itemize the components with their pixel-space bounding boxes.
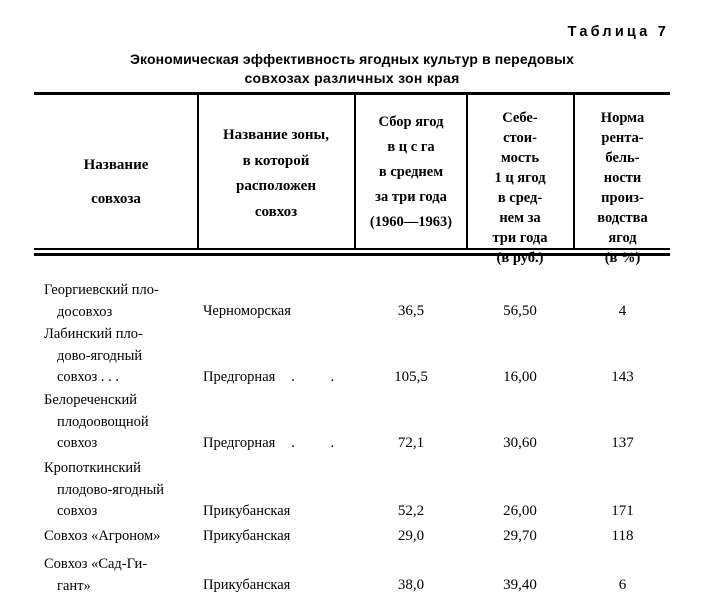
cell-yield: 52,2 (397, 503, 425, 519)
cell-farm-name-line-2: дово-ягодный (57, 347, 143, 364)
cell-farm-name-line-1: Кропоткинский (44, 460, 141, 476)
cell-zone (203, 301, 353, 323)
column-header-cost-line-2: стои- (503, 130, 537, 146)
cell-cost: 56,50 (503, 303, 537, 319)
column-header-cost-line-4: 1 ц ягод (494, 170, 546, 186)
cell-cost: 29,70 (503, 528, 537, 544)
column-header-yield-line-5: (1960—1963) (369, 214, 453, 230)
column-header-cost-line-6: нем за (499, 210, 541, 226)
column-header-profitability-line-2: рента- (601, 130, 644, 146)
table-title (34, 50, 670, 88)
cell-farm-name-line-2: гант» (57, 577, 91, 594)
cell-yield: 29,0 (397, 528, 425, 544)
cell-cost: 26,00 (503, 503, 537, 519)
column-header-name (36, 148, 196, 216)
cell-profitability: 4 (618, 303, 627, 319)
cell-farm-name (44, 458, 196, 523)
column-header-zone (199, 123, 353, 225)
column-header-name-line-2: совхоза (91, 191, 141, 207)
column-header-profitability-line-5: произ- (601, 190, 644, 206)
column-header-yield (356, 110, 466, 235)
cell-zone-text: Предгорная (203, 369, 276, 385)
table-row (0, 390, 705, 458)
column-header-profitability-line-4: ности (603, 170, 642, 186)
cell-yield: 105,5 (394, 369, 428, 385)
cell-profitability: 6 (618, 577, 627, 593)
column-header-yield-line-3: в среднем (378, 164, 444, 180)
cell-profitability: 171 (611, 503, 634, 519)
cell-farm-name-line-3: совхоз . . . (57, 369, 119, 385)
column-header-profitability-line-7: ягод (608, 230, 637, 246)
column-header-profitability-line-6: водства (597, 210, 648, 226)
cell-profitability: 137 (611, 435, 634, 451)
cell-farm-name-line-2: плодоовощной (57, 413, 149, 430)
table-title-line-1: Экономическая эффективность ягодных культур в передовых (129, 51, 574, 67)
cell-profitability: 118 (611, 528, 634, 544)
column-header-yield-line-1: Сбор ягод (378, 114, 444, 130)
table-row (0, 458, 705, 526)
table-row (0, 324, 705, 390)
column-header-cost-line-1: Себе- (502, 110, 538, 126)
table-number-label: Таблица 7 (567, 24, 669, 40)
cell-zone-text: Предгорная (203, 435, 276, 451)
cell-farm-name (44, 554, 196, 597)
column-header-zone-line-4: совхоз (254, 203, 298, 220)
cell-farm-name-line-3: совхоз (57, 503, 98, 519)
column-header-zone-line-3: расположен (236, 178, 316, 194)
column-header-profitability (575, 108, 670, 268)
cell-zone (203, 526, 353, 548)
cell-farm-name-line-2: досовхоз (57, 303, 113, 320)
cell-farm-name (44, 280, 196, 323)
cell-zone (203, 367, 353, 389)
cell-profitability: 143 (611, 369, 634, 385)
cell-farm-name-line-3: совхоз (57, 435, 98, 451)
column-header-zone-line-2: в которой (242, 152, 310, 169)
cell-yield: 38,0 (397, 577, 425, 593)
cell-cost: 16,00 (503, 369, 537, 385)
column-header-cost (468, 108, 572, 268)
cell-cost: 39,40 (503, 577, 537, 593)
cell-zone-text: Черноморская (203, 303, 291, 319)
cell-farm-name-line-1: Георгиевский пло- (44, 282, 159, 298)
column-header-yield-line-4: за три года (375, 189, 447, 205)
column-header-profitability-line-8: (в %) (604, 250, 641, 266)
cell-yield: 36,5 (397, 303, 425, 319)
cell-farm-name (44, 324, 196, 389)
column-header-cost-line-3: мость (500, 150, 540, 166)
table-row (0, 280, 705, 324)
cell-farm-name (44, 390, 196, 455)
cell-farm-name-line-1: Лабинский пло- (44, 326, 143, 342)
cell-farm-name-line-1: Совхоз «Сад-Ги- (44, 556, 148, 572)
cell-farm-name-line-1: Совхоз «Агроном» (44, 528, 161, 544)
cell-zone (203, 575, 353, 597)
column-header-cost-line-7: три года (492, 230, 548, 246)
column-header-zone-line-1: Название зоны, (222, 127, 330, 143)
cell-zone-text: Прикубанская (203, 577, 291, 593)
column-header-cost-line-8: (в руб.) (496, 250, 544, 266)
cell-zone-text: Прикубанская (203, 503, 291, 519)
cell-zone-leader: . . (291, 435, 351, 451)
table-row (0, 554, 705, 604)
column-header-profitability-line-1: Норма (600, 110, 645, 126)
column-header-cost-line-5: в сред- (497, 190, 543, 206)
table-row (0, 526, 705, 554)
cell-zone (203, 501, 353, 523)
table-title-line-2: совхозах различных зон края (244, 70, 460, 86)
column-header-name-line-1: Название (83, 157, 149, 173)
cell-yield: 72,1 (397, 435, 425, 451)
cell-farm-name-line-2: плодово-ягодный (57, 481, 165, 498)
cell-cost: 30,60 (503, 435, 537, 451)
cell-zone (203, 433, 353, 455)
cell-zone-leader: . . (291, 369, 351, 385)
column-header-profitability-line-3: бель- (605, 150, 640, 166)
cell-farm-name-line-1: Белореченский (44, 392, 138, 408)
column-header-yield-line-2: в ц с га (387, 139, 435, 155)
cell-zone-text: Прикубанская (203, 528, 291, 544)
cell-farm-name (44, 526, 196, 548)
